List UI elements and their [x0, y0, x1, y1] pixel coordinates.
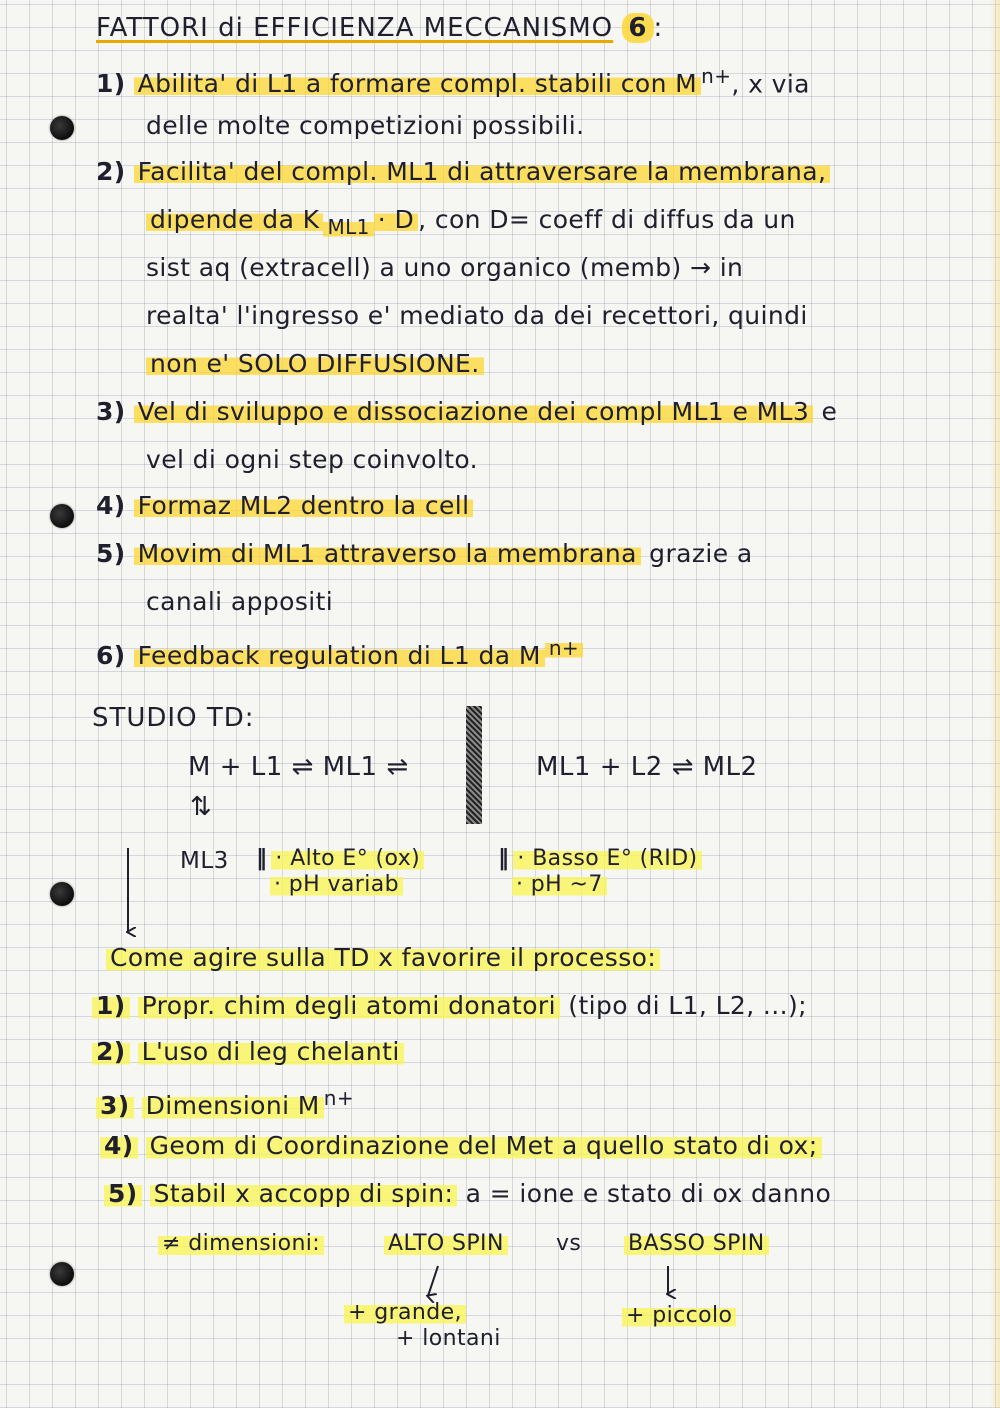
factor-2-cont: sist aq (extracell) a uno organico (memb) → in	[146, 253, 744, 282]
updown-equilibrium-icon: ⇅	[190, 792, 213, 822]
down-arrow-icon	[428, 1266, 438, 1296]
high-spin-label: ALTO SPIN	[384, 1228, 508, 1260]
low-spin-label: BASSO SPIN	[624, 1228, 769, 1260]
low-spin-result: + piccolo	[622, 1300, 736, 1332]
factor-3: 3) Vel di sviluppo e dissociazione dei compl ML1 e ML3 e	[96, 397, 838, 426]
factor-2: 2) Facilita' del compl. ML1 di attraversare la membrana,	[96, 156, 830, 188]
equilibrium-left: M + L1 ⇌ ML1 ⇌	[188, 752, 409, 782]
factor-1-cont: delle molte competizioni possibili.	[146, 111, 585, 140]
factor-2-formula: dipende da K $_{ML1}$ · D , con D= coeff di diffus da un	[146, 204, 796, 243]
spin-lead: ≠ dimensioni:	[158, 1228, 324, 1260]
come-item-1: 1) Propr. chim degli atomi donatori (tipo di L1, L2, ...);	[92, 990, 807, 1022]
page-title: FATTORI di EFFICIENZA MECCANISMO 6 :	[96, 13, 664, 43]
factor-5-cont: canali appositi	[146, 587, 334, 616]
title-badge: 6	[622, 13, 653, 43]
factor-2-cont: realta' l'ingresso e' mediato da dei recettori, quindi	[146, 301, 808, 330]
come-item-4: 4) Geom di Coordinazione del Met a quello stato di ox;	[100, 1130, 822, 1162]
come-item-2: 2) L'uso di leg chelanti	[92, 1036, 404, 1068]
factor-5: 5) Movim di ML1 attraverso la membrana grazie a	[96, 539, 753, 568]
come-item-5: 5) Stabil x accopp di spin: a = ione e stato di ox danno	[104, 1178, 831, 1210]
studio-heading: STUDIO TD:	[92, 703, 255, 733]
ml3-label: ML3	[180, 848, 229, 874]
factor-1: 1) Abilita' di L1 a formare compl. stabili con M $^{n+}$, x via	[96, 64, 810, 99]
come-heading: Come agire sulla TD x favorire il processo:	[106, 942, 660, 974]
factor-6: 6) Feedback regulation di L1 da M $^{n+}$	[96, 632, 583, 672]
come-item-3: 3) Dimensioni M $^{n+}$	[96, 1082, 354, 1122]
high-spin-result: + grande, + lontani	[344, 1300, 501, 1352]
ox-conditions: ‖ · Alto E° (ox) · pH variab	[256, 846, 424, 898]
factor-3-cont: vel di ogni step coinvolto.	[146, 445, 479, 474]
rid-conditions: ‖ · Basso E° (RID) · pH ~7	[498, 846, 702, 898]
factor-4: 4) Formaz ML2 dentro la cell	[96, 490, 473, 522]
equilibrium-right: ML1 + L2 ⇌ ML2	[536, 752, 758, 782]
vs-label: vs	[556, 1231, 582, 1256]
factor-2-note: non e' SOLO DIFFUSIONE.	[146, 348, 484, 380]
